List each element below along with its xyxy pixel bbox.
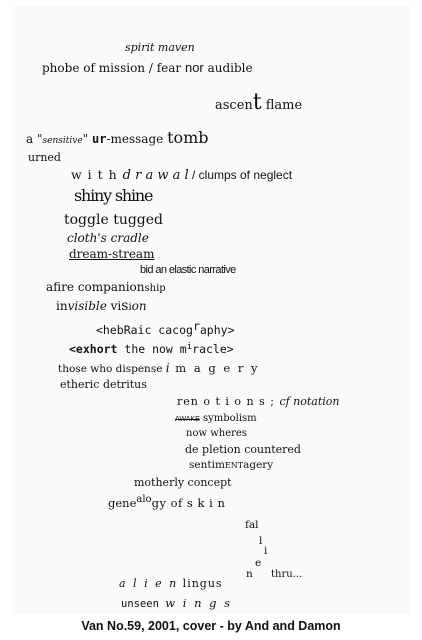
line-now-wheres: now wheres: [186, 428, 247, 439]
line-shiny-shine: shiny shine: [74, 186, 153, 205]
line-ascent-flame: ascent flame: [215, 90, 303, 115]
line-invisible-vision: invisible vision: [56, 298, 147, 314]
line-dream-stream: dream-stream: [69, 247, 155, 261]
line-etheric-detritus: etheric detritus: [60, 378, 147, 391]
line-phobe: phobe of mission / fear nor audible: [42, 60, 253, 75]
line-withdrawal: w i t h d r a w a l / clumps of neglect: [71, 167, 293, 183]
line-elastic-narrative: bid an elastic narrative: [140, 264, 236, 276]
cover-page: [12, 6, 410, 614]
background-texture: [312, 116, 422, 616]
line-falling-i: i: [264, 545, 268, 557]
line-exhort-miracle: <exhort the now $m^iracle>$: [69, 342, 234, 356]
line-spirit-maven: spirit maven: [125, 41, 195, 54]
line-hebraic-cacography: <hebRaic cacography>: [96, 319, 235, 337]
line-cloths-cradle: cloth's cradle: [67, 231, 149, 245]
line-falling-e: e: [255, 557, 262, 569]
line-toggle-tugged: toggle tugged: [64, 212, 164, 228]
line-ur-message: a "sensitive" ur-message tomb: [26, 128, 209, 147]
line-depletion: de pletion countered: [185, 443, 301, 456]
line-renotions: ren o t i o n s ; cf notation: [177, 395, 340, 408]
line-fal: fal: [245, 519, 259, 531]
line-unseen-wings: unseen w i n g s: [121, 596, 233, 610]
line-afire-companionship: afire companionship: [46, 280, 166, 294]
line-imagery: those who dispense i m a g e r y: [58, 361, 260, 375]
line-falling-l1: l: [259, 535, 263, 547]
line-falling-n: n: [246, 568, 253, 580]
line-urned: urned: [28, 151, 61, 164]
line-thru: thru...: [271, 569, 303, 580]
line-genealogy-skin: genealogy of s k i n: [108, 494, 226, 510]
caption: Van No.59, 2001, cover - by And and Damon: [81, 619, 341, 633]
line-sentimentagery: sentimENTagery: [189, 459, 274, 471]
line-alien-lingus: a l i e n lingus: [119, 577, 223, 590]
line-awake-symbolism: AWAKE symbolism: [175, 413, 257, 424]
line-motherly-concept: motherly concept: [134, 476, 232, 489]
